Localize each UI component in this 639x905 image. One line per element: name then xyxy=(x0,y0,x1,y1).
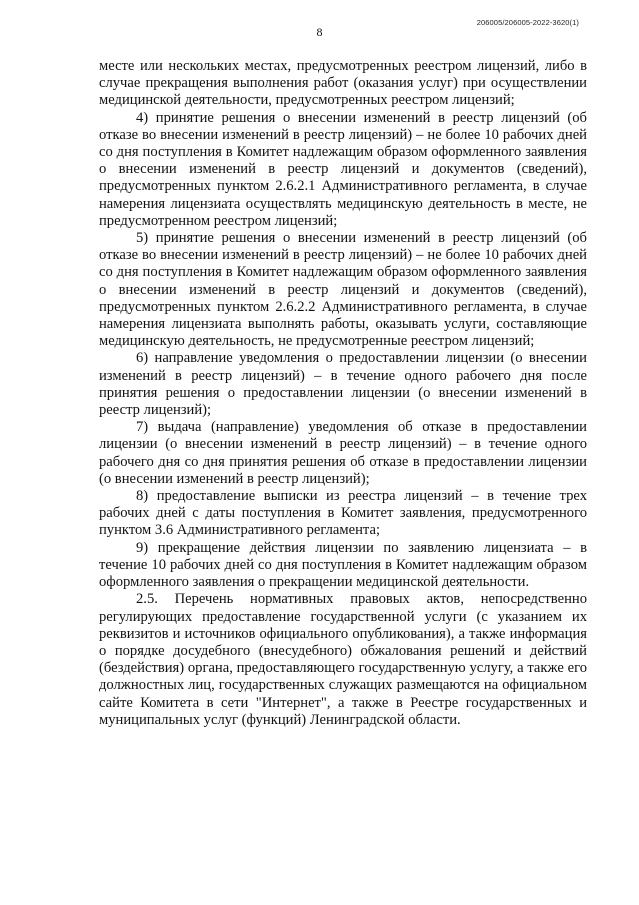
paragraph-item-9: 9) прекращение действия лицензии по заявлению лицензиата – в течение 10 рабочих дней со дня поступления в Комитет надлежащим образом оформленного заявления о прекращении медицинской деятельности. xyxy=(99,539,587,591)
document-body xyxy=(99,58,587,729)
paragraph-item-4: 4) принятие решения о внесении изменений в реестр лицензий (об отказе во внесении изменений в реестр лицензий) – не более 10 рабочих дней со дня поступления в Комитет надлежащим образом оформленного заявления о внесении изменений в реестр лицензий и документов (сведений), предусмотренных пунктом 2.6.2.1 Административного регламента, в случае намерения лицензиата осуществлять медицинскую деятельность в месте, не предусмотренном реестром лицензий; xyxy=(99,109,587,229)
paragraph-section-2-5: 2.5. Перечень нормативных правовых актов, непосредственно регулирующих предоставление государственной услуги (с указанием их реквизитов и источников официального опубликования), а также информация о порядке досудебного (внесудебного) обжалования решений и действий (бездействия) органа, предоставляющего государственную услугу, а также его должностных лиц, государственных служащих размещаются на официальном сайте Комитета в сети "Интернет", а также в Реестре государственных и муниципальных услуг (функций) Ленинградской области. xyxy=(99,591,587,728)
paragraph-item-7: 7) выдача (направление) уведомления об отказе в предоставлении лицензии (о внесении изменений в реестр лицензий) – в течение одного рабочего дня со дня принятия решения об отказе в предоставлении лицензии (о внесении изменений в реестр лицензий); xyxy=(99,419,587,487)
page-number: 8 xyxy=(316,25,323,39)
document-code: 206005/206005-2022-3620(1) xyxy=(476,18,579,27)
paragraph-item-6: 6) направление уведомления о предоставлении лицензии (о внесении изменений в реестр лицензий) – в течение одного рабочего дня после принятия решения о предоставлении лицензии (о внесении изменений в реестр лицензий); xyxy=(99,350,587,419)
paragraph-item-5: 5) принятие решения о внесении изменений в реестр лицензий (об отказе во внесении изменений в реестр лицензий) – не более 10 рабочих дней со дня поступления в Комитет надлежащим образом оформленного заявления о внесении изменений в реестр лицензий и документов (сведений), предусмотренных пунктом 2.6.2.2 Административного регламента, в случае намерения лицензиата выполнять работы, оказывать услуги, составляющие медицинскую деятельность, не предусмотренные реестром лицензий; xyxy=(99,230,587,350)
paragraph-continuation: месте или нескольких местах, предусмотренных реестром лицензий, либо в случае прекращения выполнения работ (оказания услуг) при осуществлении медицинской деятельности, предусмотренных реестром лицензий; xyxy=(99,58,587,109)
paragraph-item-8: 8) предоставление выписки из реестра лицензий – в течение трех рабочих дней с даты поступления в Комитет заявления, предусмотренного пунктом 3.6 Административного регламента; xyxy=(99,488,587,539)
